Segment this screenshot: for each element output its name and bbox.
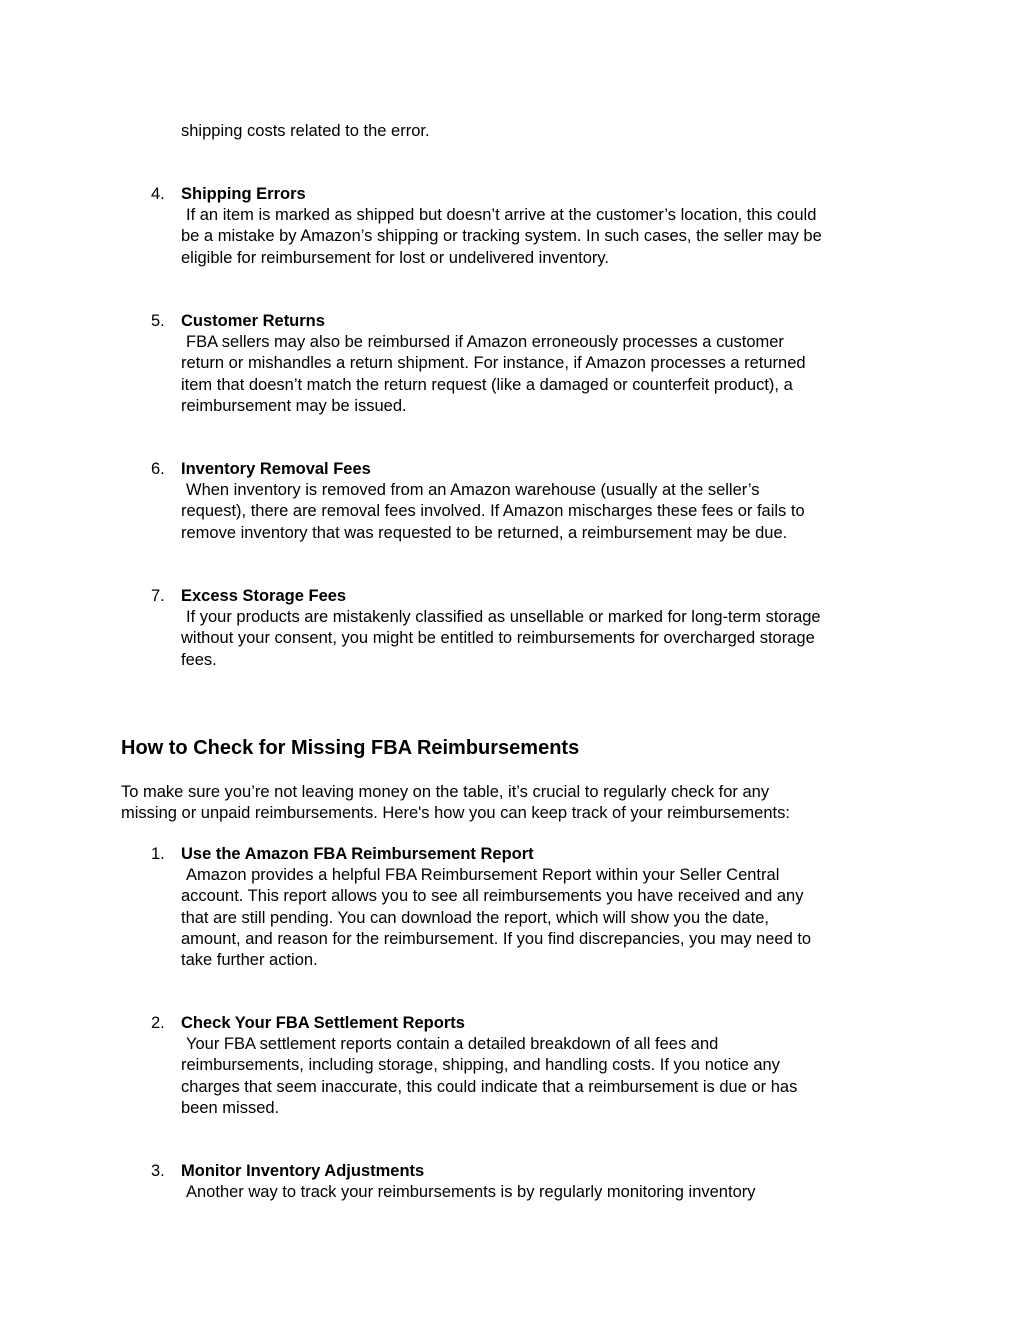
list-item-line: charges that seem inaccurate, this could indicate that a reimbursement is due or has [181,1077,798,1096]
list-item-line: that are still pending. You can download the report, which will show you the date, [181,908,769,927]
list-item-line: If an item is marked as shipped but doesn’t arrive at the customer’s location, this could [186,206,817,225]
list-item-body [181,844,811,971]
list-item-line: amount, and reason for the reimbursement. If you find discrepancies, you may need to [181,929,812,948]
list-item-line: eligible for reimbursement for lost or undelivered inventory. [181,248,609,267]
list-item-line: Amazon provides a helpful FBA Reimbursement Report within your Seller Central [186,866,780,885]
list-item-line: Another way to track your reimbursements is by regularly monitoring inventory [186,1183,756,1202]
list-item-line: If your products are mistakenly classified as unsellable or marked for long-term storage [186,608,821,627]
list-item-body [181,184,822,269]
intro-paragraph [121,782,790,824]
list-item-title: Inventory Removal Fees [181,460,371,478]
list-item-line: without your consent, you might be entitled to reimbursements for overcharged storage [181,629,815,648]
list-item-line: account. This report allows you to see all reimbursements you have received and any [181,887,804,906]
list-item-title: Excess Storage Fees [181,587,347,605]
list-item-body [181,586,821,671]
intro-line: missing or unpaid reimbursements. Here's how you can keep track of your reimbursements: [121,804,790,823]
list-item-line: request), there are removal fees involved. If Amazon mischarges these fees or fails to [181,502,805,521]
list-item-number: 6. [151,460,165,478]
list-item-line: reimbursements, including storage, shipping, and handling costs. If you notice any [181,1056,780,1075]
intro-line: To make sure you’re not leaving money on the table, it’s crucial to regularly check for any [121,783,770,801]
list-item-body [181,311,806,417]
list-item-line: When inventory is removed from an Amazon warehouse (usually at the seller’s [186,481,760,500]
list-item-title: Use the Amazon FBA Reimbursement Report [181,845,534,863]
list-item-line: return or mishandles a return shipment. For instance, if Amazon processes a returned [181,354,806,373]
list-item-line: reimbursement may be issued. [181,396,407,415]
list-item-number: 7. [151,587,165,605]
list-item-title: Monitor Inventory Adjustments [181,1162,425,1180]
list-item-line: be a mistake by Amazon’s shipping or tracking system. In such cases, the seller may be [181,227,822,246]
list-item-body [181,1161,755,1203]
list-item-line: fees. [181,650,217,669]
list-item-body [181,459,805,544]
list-item-title: Check Your FBA Settlement Reports [181,1014,465,1032]
list-item-line: take further action. [181,951,318,970]
list-item-line: Your FBA settlement reports contain a detailed breakdown of all fees and [186,1035,719,1054]
list-item-body [181,1013,797,1119]
list-item-line: FBA sellers may also be reimbursed if Amazon erroneously processes a customer [186,333,784,352]
list-item-title: Customer Returns [181,312,325,330]
list-item-number: 2. [151,1014,165,1032]
list-item-number: 1. [151,845,165,863]
list-item-number: 3. [151,1162,165,1180]
list-item-number: 4. [151,185,165,203]
list-item-number: 5. [151,312,165,330]
list-item-line: remove inventory that was requested to be returned, a reimbursement may be due. [181,523,788,542]
list-item-line: item that doesn’t match the return request (like a damaged or counterfeit product), a [181,375,793,394]
continuation-text: shipping costs related to the error. [181,122,430,140]
list-item-title: Shipping Errors [181,185,306,203]
section-heading: How to Check for Missing FBA Reimbursements [121,737,580,759]
list-item-line: been missed. [181,1098,280,1117]
